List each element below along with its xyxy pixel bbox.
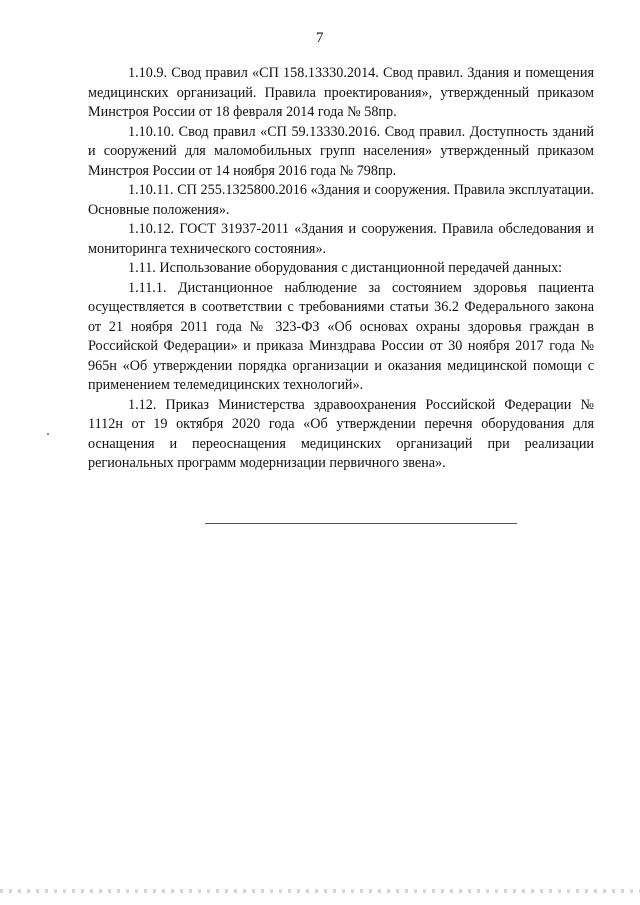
scan-speck [47, 433, 49, 435]
paragraph-1-11: 1.11. Использование оборудования с дистанционной передачей данных: [128, 260, 563, 276]
paragraph-1-10-9: 1.10.9. Свод правил «СП 158.13330.2014. Свод правил. Здания и помещения медицинских организаций. Правила проектирования», утвержденный приказом Минстроя России от 18 февраля 2014 года № 58пр. [88, 65, 594, 120]
paragraph-1-10-10: 1.10.10. Свод правил «СП 59.13330.2016. Свод правил. Доступность зданий и сооружений для маломобильных групп населения» утвержденный приказом Минстроя России от 14 ноября 2016 года № 798пр. [88, 123, 594, 179]
end-of-text-divider [205, 523, 517, 524]
page-number: 7 [316, 30, 324, 46]
paragraph-1-11-1: 1.11.1. Дистанционное наблюдение за состоянием здоровья пациента осуществляется в соответствии с требованиями статьи 36.2 Федерального закона от 21 ноября 2011 года № 323-ФЗ «Об основах охраны здоровья граждан в Российской Федерации» и приказа Минздрава России от 30 ноября 2017 года № 965н «Об утверждении порядка организации и оказания медицинской помощи с применением телемедицинских технологий». [88, 279, 594, 393]
scan-bottom-edge [0, 889, 640, 893]
document-body [88, 64, 594, 474]
paragraph-1-10-12: 1.10.12. ГОСТ 31937-2011 «Здания и сооружения. Правила обследования и мониторинга технического состояния». [88, 221, 594, 257]
paragraph-1-10-11: 1.10.11. СП 255.1325800.2016 «Здания и сооружения. Правила эксплуатации. Основные положения». [88, 182, 594, 218]
paragraph-1-12: 1.12. Приказ Министерства здравоохранения Российской Федерации № 1112н от 19 октября 2020 года «Об утверждении перечня оборудования для оснащения и переоснащения медицинских организаций при реализации региональных программ модернизации первичного звена». [88, 396, 594, 471]
